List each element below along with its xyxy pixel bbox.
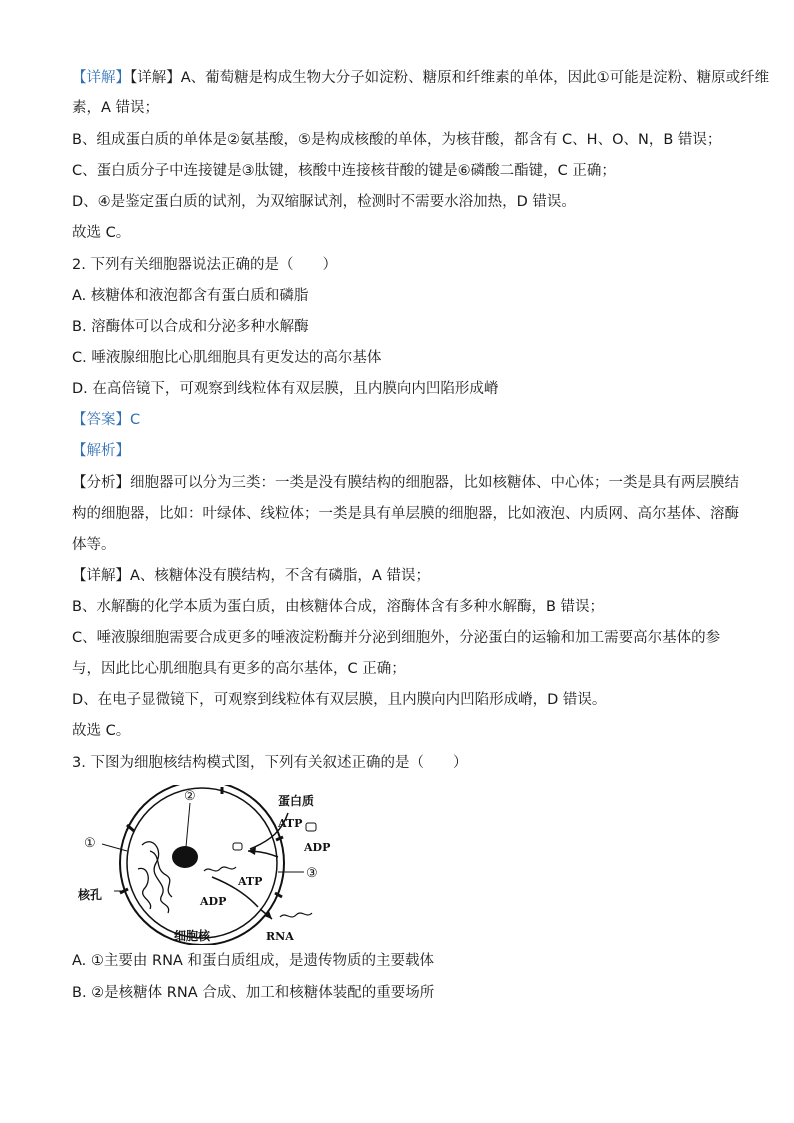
text: 【详解】A、葡萄糖是构成生物大分子如淀粉、糖原和纤维素的单体，因此①可能是淀粉、糖原或纤维 — [130, 70, 770, 86]
line-15: 构的细胞器，比如：叶绿体、线粒体；一类是具有单层膜的细胞器，比如液泡、内质网、高尔基体、溶酶 — [72, 506, 739, 522]
label-adp-mid: ADP — [200, 895, 227, 908]
label-nucleus: 细胞核 — [174, 929, 211, 943]
heading-xiangjie: 【详解】 — [72, 70, 130, 86]
line-05: D、④是鉴定蛋白质的试剂，为双缩脲试剂，检测时不需要水浴加热，D 错误。 — [72, 194, 576, 210]
nucleolus — [172, 846, 198, 868]
label-atp-mid: ATP — [238, 875, 263, 888]
option-a: A. 核糖体和液泡都含有蛋白质和磷脂 — [72, 288, 309, 304]
outer-membrane — [120, 785, 284, 945]
line-02: 素，A 错误； — [72, 100, 160, 116]
label-n1: ① — [84, 836, 96, 851]
option-b: B. 溶酶体可以合成和分泌多种水解酶 — [72, 319, 309, 335]
line-14: 【分析】细胞器可以分为三类：一类是没有膜结构的细胞器，比如核糖体、中心体；一类是具有两层膜结 — [72, 475, 739, 491]
label-rna: RNA — [266, 930, 294, 943]
label-nuclear-pore: 核孔 — [78, 888, 103, 902]
answer-line: 【答案】C — [72, 412, 141, 428]
line-21: D、在电子显微镜下，可观察到线粒体有双层膜，且内膜向内凹陷形成嵴，D 错误。 — [72, 692, 607, 708]
question-2: 2. 下列有关细胞器说法正确的是（ ） — [72, 257, 337, 273]
analysis-heading: 【解析】 — [72, 443, 130, 459]
label-n3: ③ — [306, 866, 318, 881]
label-n2: ② — [184, 789, 196, 804]
option-3b: B. ②是核糖体 RNA 合成、加工和核糖体装配的重要场所 — [72, 985, 435, 1001]
option-c: C. 唾液腺细胞比心肌细胞具有更发达的高尔基体 — [72, 350, 382, 366]
question-3: 3. 下图为细胞核结构模式图，下列有关叙述正确的是（ ） — [72, 755, 468, 771]
chromatin — [138, 842, 172, 913]
label-adp-top: ADP — [304, 841, 331, 854]
label-protein: 蛋白质 — [278, 794, 315, 808]
line-01 — [72, 68, 770, 88]
option-d: D. 在高倍镜下，可观察到线粒体有双层膜，且内膜向内凹陷形成嵴 — [72, 381, 499, 397]
option-3a: A. ①主要由 RNA 和蛋白质组成，是遗传物质的主要载体 — [72, 953, 434, 969]
line-19: C、唾液腺细胞需要合成更多的唾液淀粉酶并分泌到细胞外，分泌蛋白的运输和加工需要高尔基体的参 — [72, 630, 721, 646]
line-04: C、蛋白质分子中连接键是③肽键，核酸中连接核苷酸的键是⑥磷酸二酯键，C 正确； — [72, 163, 616, 179]
nucleus-diagram — [72, 785, 362, 945]
label-atp-top: ATP — [278, 817, 303, 830]
inner-membrane — [127, 788, 277, 938]
line-06: 故选 C。 — [72, 225, 131, 241]
line-22: 故选 C。 — [72, 723, 131, 739]
line-20: 与，因此比心肌细胞具有更多的高尔基体，C 正确； — [72, 661, 406, 677]
line-03: B、组成蛋白质的单体是②氨基酸，⑤是构成核酸的单体，为核苷酸，都含有 C、H、O、N，B 错误； — [72, 132, 722, 148]
line-16: 体等。 — [72, 537, 116, 553]
line-17: 【详解】A、核糖体没有膜结构，不含有磷脂，A 错误； — [72, 568, 430, 584]
line-18: B、水解酶的化学本质为蛋白质，由核糖体合成，溶酶体含有多种水解酶，B 错误； — [72, 599, 605, 615]
